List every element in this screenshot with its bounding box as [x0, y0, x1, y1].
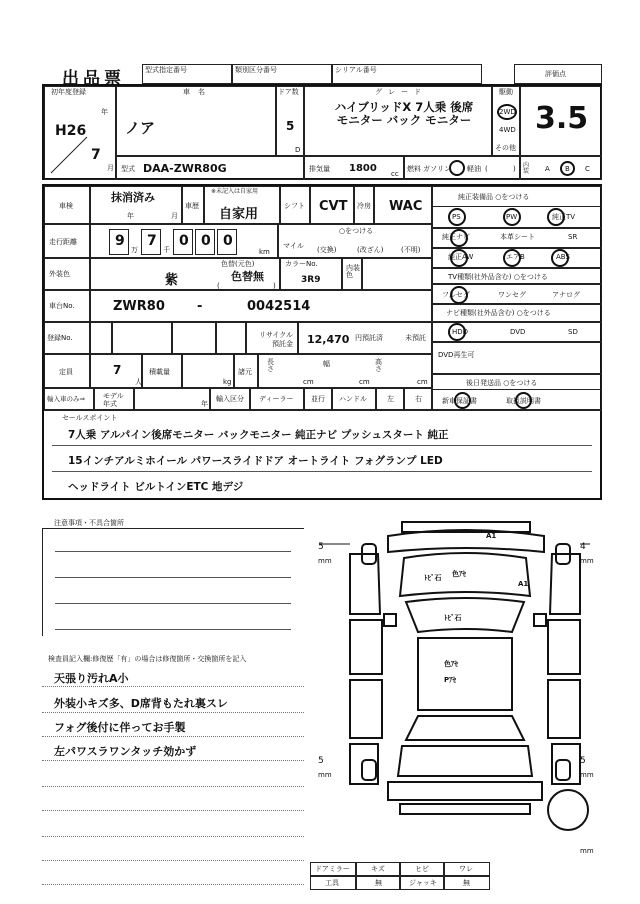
damage-iro-1: 色ｱｾ	[452, 570, 466, 578]
chassis-2: 0042514	[247, 299, 311, 314]
note-line-4: 左パワスラワンタッチ効かず	[54, 745, 197, 758]
equip-sr: SR	[568, 233, 578, 241]
inspect-month: 月	[171, 212, 178, 220]
chassis-label: 車台No.	[49, 302, 75, 310]
damage-iro-2: 色ｱｾ	[444, 660, 458, 668]
fuel-paren-r: )	[513, 165, 516, 173]
inspect: 抹消済み	[111, 191, 155, 204]
interior-label: 内装	[523, 162, 530, 175]
dim-label: 諸元	[238, 368, 252, 376]
shift: CVT	[319, 199, 348, 214]
nav-sd: SD	[568, 328, 578, 336]
damage-tobi-2: ﾄﾋﾞ石	[444, 614, 462, 622]
kg-label: kg	[223, 378, 232, 386]
tv-analog: アナログ	[552, 291, 580, 299]
sales-line-2: 15インチアルミホイール パワースライドドア オートライト フォグランプ LED	[68, 455, 443, 467]
model-year-label: モデル年式	[103, 392, 124, 408]
fuel-label: 燃料	[407, 165, 421, 173]
opt-label: 後日発送品 ○をつける	[466, 379, 538, 387]
mileage-sen: 千	[163, 246, 170, 254]
nav-dvd: DVD	[510, 328, 526, 336]
dealer: ディーラー	[259, 395, 294, 403]
color-no-label: カラーNo.	[285, 260, 318, 268]
legend-v-tools: 工具	[325, 879, 339, 887]
nen-label: 年	[201, 400, 208, 408]
ac-label: 冷房	[357, 202, 371, 210]
import-type: 輸入区分	[216, 395, 244, 403]
damage-a1-side: A1	[518, 580, 529, 588]
int-b: B	[565, 165, 570, 173]
recycle: 12,470	[307, 333, 350, 346]
grade: ハイブリッドX 7人乗 後席モニター バック モニター	[334, 100, 474, 127]
fuel-gas: ガソリン	[423, 165, 451, 173]
mile-swap: (交換)	[317, 246, 337, 254]
tread-spare-mm: mm	[580, 847, 594, 855]
tread-rr-mm: mm	[580, 771, 594, 779]
recycle-unpaid: 未預託	[405, 334, 426, 342]
h3-label: シリアル番号	[335, 66, 377, 74]
mileage-digit-5: 0	[223, 233, 233, 249]
model: DAA-ZWR80G	[143, 162, 227, 175]
legend-v-jack: ジャッキ	[409, 879, 437, 887]
circle-label: ○をつける	[339, 227, 374, 235]
int-color-label: 内装色	[346, 264, 360, 279]
inspector-label: 検査員記入欄:修復歴「有」の場合は修復箇所・交換箇所を記入	[48, 655, 247, 663]
wid-label: 幅	[323, 360, 330, 368]
equip-tv: 純正TV	[552, 213, 576, 221]
repaint-label: 色替(元色)	[221, 260, 255, 268]
month-label: 月	[107, 164, 114, 172]
nav-dvdplay: DVD再生可	[438, 351, 475, 359]
nav-hdd: HDD	[452, 328, 469, 336]
color: 紫	[165, 273, 179, 288]
legend-v-none-2: 無	[463, 879, 470, 887]
mileage-digit-2: 7	[147, 233, 157, 249]
disp-label: 排気量	[309, 165, 330, 173]
color-no: 3R9	[301, 275, 321, 285]
persons-label: 人	[135, 378, 142, 386]
handle-right: 右	[415, 395, 422, 403]
car-damage-diagram	[320, 514, 590, 864]
grade-label: グレード	[375, 88, 427, 96]
mileage-digit-4: 0	[201, 233, 211, 249]
usage-label: 車歴	[185, 202, 199, 210]
doors: 5	[286, 119, 295, 133]
ac: WAC	[389, 199, 423, 214]
car-name-label: 車名	[183, 88, 213, 96]
nav-label: ナビ種類(社外品含む) ○をつける	[446, 309, 551, 317]
door-d: D	[295, 146, 301, 154]
import-label: 輸入車のみ⇒	[47, 395, 85, 403]
cm-3: cm	[417, 378, 428, 386]
car-name: ノア	[125, 119, 156, 137]
tread-fr: 4	[580, 542, 586, 552]
tv-label: TV種類(社外品含む) ○をつける	[448, 273, 548, 281]
parallel: 並行	[311, 395, 325, 403]
equip-navi: 純正ナビ	[442, 233, 470, 241]
fuel-paren: (	[485, 165, 488, 173]
drive-2wd: 2WD	[499, 108, 516, 116]
damage-pale: Pｱｾ	[444, 676, 457, 684]
mileage-digit-1: 9	[115, 233, 125, 249]
equip-abs: ABS	[556, 253, 570, 261]
notes-box	[42, 528, 304, 636]
recycle-label: リサイクル預託金	[258, 331, 293, 348]
tread-rl-mm: mm	[318, 771, 332, 779]
repaint: 色替無	[231, 270, 264, 283]
recycle-paid: 円預託済	[355, 334, 383, 342]
km-label: km	[259, 248, 270, 256]
note-line-2: 外装小キズ多、D席背もたれ裏スレ	[54, 697, 228, 710]
form-main	[42, 84, 602, 180]
color-paren-r: )	[273, 282, 276, 290]
drive-label: 駆動	[499, 88, 513, 96]
int-a: A	[545, 165, 550, 173]
handle-label: ハンドル	[339, 395, 367, 403]
hgt-label: 高さ	[375, 358, 382, 373]
year-label: 年	[101, 108, 108, 116]
usage: 自家用	[219, 207, 259, 222]
score: 3.5	[535, 101, 589, 136]
equip-aw: 純正AW	[448, 253, 474, 261]
cm-1: cm	[303, 378, 314, 386]
reg-year: H26	[55, 123, 87, 139]
eval-label: 評価点	[545, 70, 566, 78]
capacity: 7	[113, 363, 122, 377]
mile-mod: (改ざん)	[357, 246, 384, 254]
load-label: 積載量	[149, 368, 170, 376]
inspect-year: 年	[127, 212, 134, 220]
mile-label: マイル	[283, 242, 304, 250]
sales-line-1: 7人乗 アルパイン後席モニター バックモニター 純正ナビ プッシュスタート 純正	[68, 429, 449, 441]
note-line-3: フォグ後付に伴ってお手製	[54, 721, 186, 734]
door-label: ドア数	[278, 88, 299, 96]
note-line-1: 天張り汚れA小	[54, 672, 129, 685]
regno-label: 登録No.	[47, 334, 73, 342]
chassis-dash: -	[197, 299, 203, 314]
form-details	[42, 184, 602, 500]
drive-other: その他	[495, 144, 516, 152]
len-label: 長さ	[267, 358, 274, 373]
tv-one: ワンセグ	[498, 291, 526, 299]
equip-ps: PS	[452, 213, 461, 221]
drive-4wd: 4WD	[499, 126, 516, 134]
fuel-light: 軽油	[467, 165, 481, 173]
notes-label: 注意事項・不具合箇所	[54, 519, 124, 527]
opt-warranty: 新車保証書	[442, 397, 477, 405]
equip-pw: PW	[506, 213, 518, 221]
equip-airbag: エアB	[506, 253, 525, 261]
mile-unknown: (不明)	[401, 246, 421, 254]
equip-leather: 本革シート	[500, 233, 535, 241]
legend-h-crack: ヒビ	[415, 865, 429, 873]
color-paren: (	[217, 282, 220, 290]
equip-label: 純正装備品 ○をつける	[458, 193, 530, 201]
displacement: 1800	[349, 163, 377, 174]
mileage-label: 走行距離	[49, 238, 77, 246]
tread-fr-mm: mm	[580, 557, 594, 565]
int-c: C	[585, 165, 590, 173]
damage-tobi-1: ﾄﾋﾞ石	[424, 574, 442, 582]
sales-line-3: ヘッドライト ビルトインETC 地デジ	[68, 481, 244, 493]
mileage-man: 万	[131, 246, 138, 254]
mileage-digit-3: 0	[179, 233, 189, 249]
inspect-label: 車検	[59, 202, 73, 210]
model-label: 型式	[121, 165, 135, 173]
legend-h-scratch: キズ	[371, 865, 385, 873]
h1-label: 型式指定番号	[145, 66, 187, 74]
chassis-1: ZWR80	[113, 299, 165, 314]
legend-table	[310, 862, 490, 890]
shift-label: シフト	[284, 202, 305, 210]
opt-manual: 取扱説明書	[506, 397, 541, 405]
cm-2: cm	[359, 378, 370, 386]
reg-month: 7	[91, 147, 101, 163]
tread-fl: 5	[318, 542, 324, 552]
form-title: 出品票	[62, 69, 125, 89]
cc-label: cc	[391, 170, 399, 178]
reg-label: 初年度登録	[51, 88, 86, 96]
color-label: 外装色	[49, 270, 70, 278]
tread-rl: 5	[318, 756, 324, 766]
sales-label: セールスポイント	[62, 414, 118, 422]
handle-left: 左	[387, 395, 394, 403]
tread-fl-mm: mm	[318, 557, 332, 565]
legend-v-none-1: 無	[375, 879, 382, 887]
cap-label: 定員	[59, 368, 73, 376]
legend-h-break: ワレ	[459, 865, 473, 873]
h2-label: 類別区分番号	[235, 66, 277, 74]
tread-rr: 5	[580, 756, 586, 766]
damage-a1-top: A1	[486, 532, 497, 540]
tv-full: フルセグ	[442, 291, 470, 299]
legend-h-mirror: ドアミラー	[315, 865, 350, 873]
usage-note: ※未記入は自家用	[211, 188, 259, 195]
